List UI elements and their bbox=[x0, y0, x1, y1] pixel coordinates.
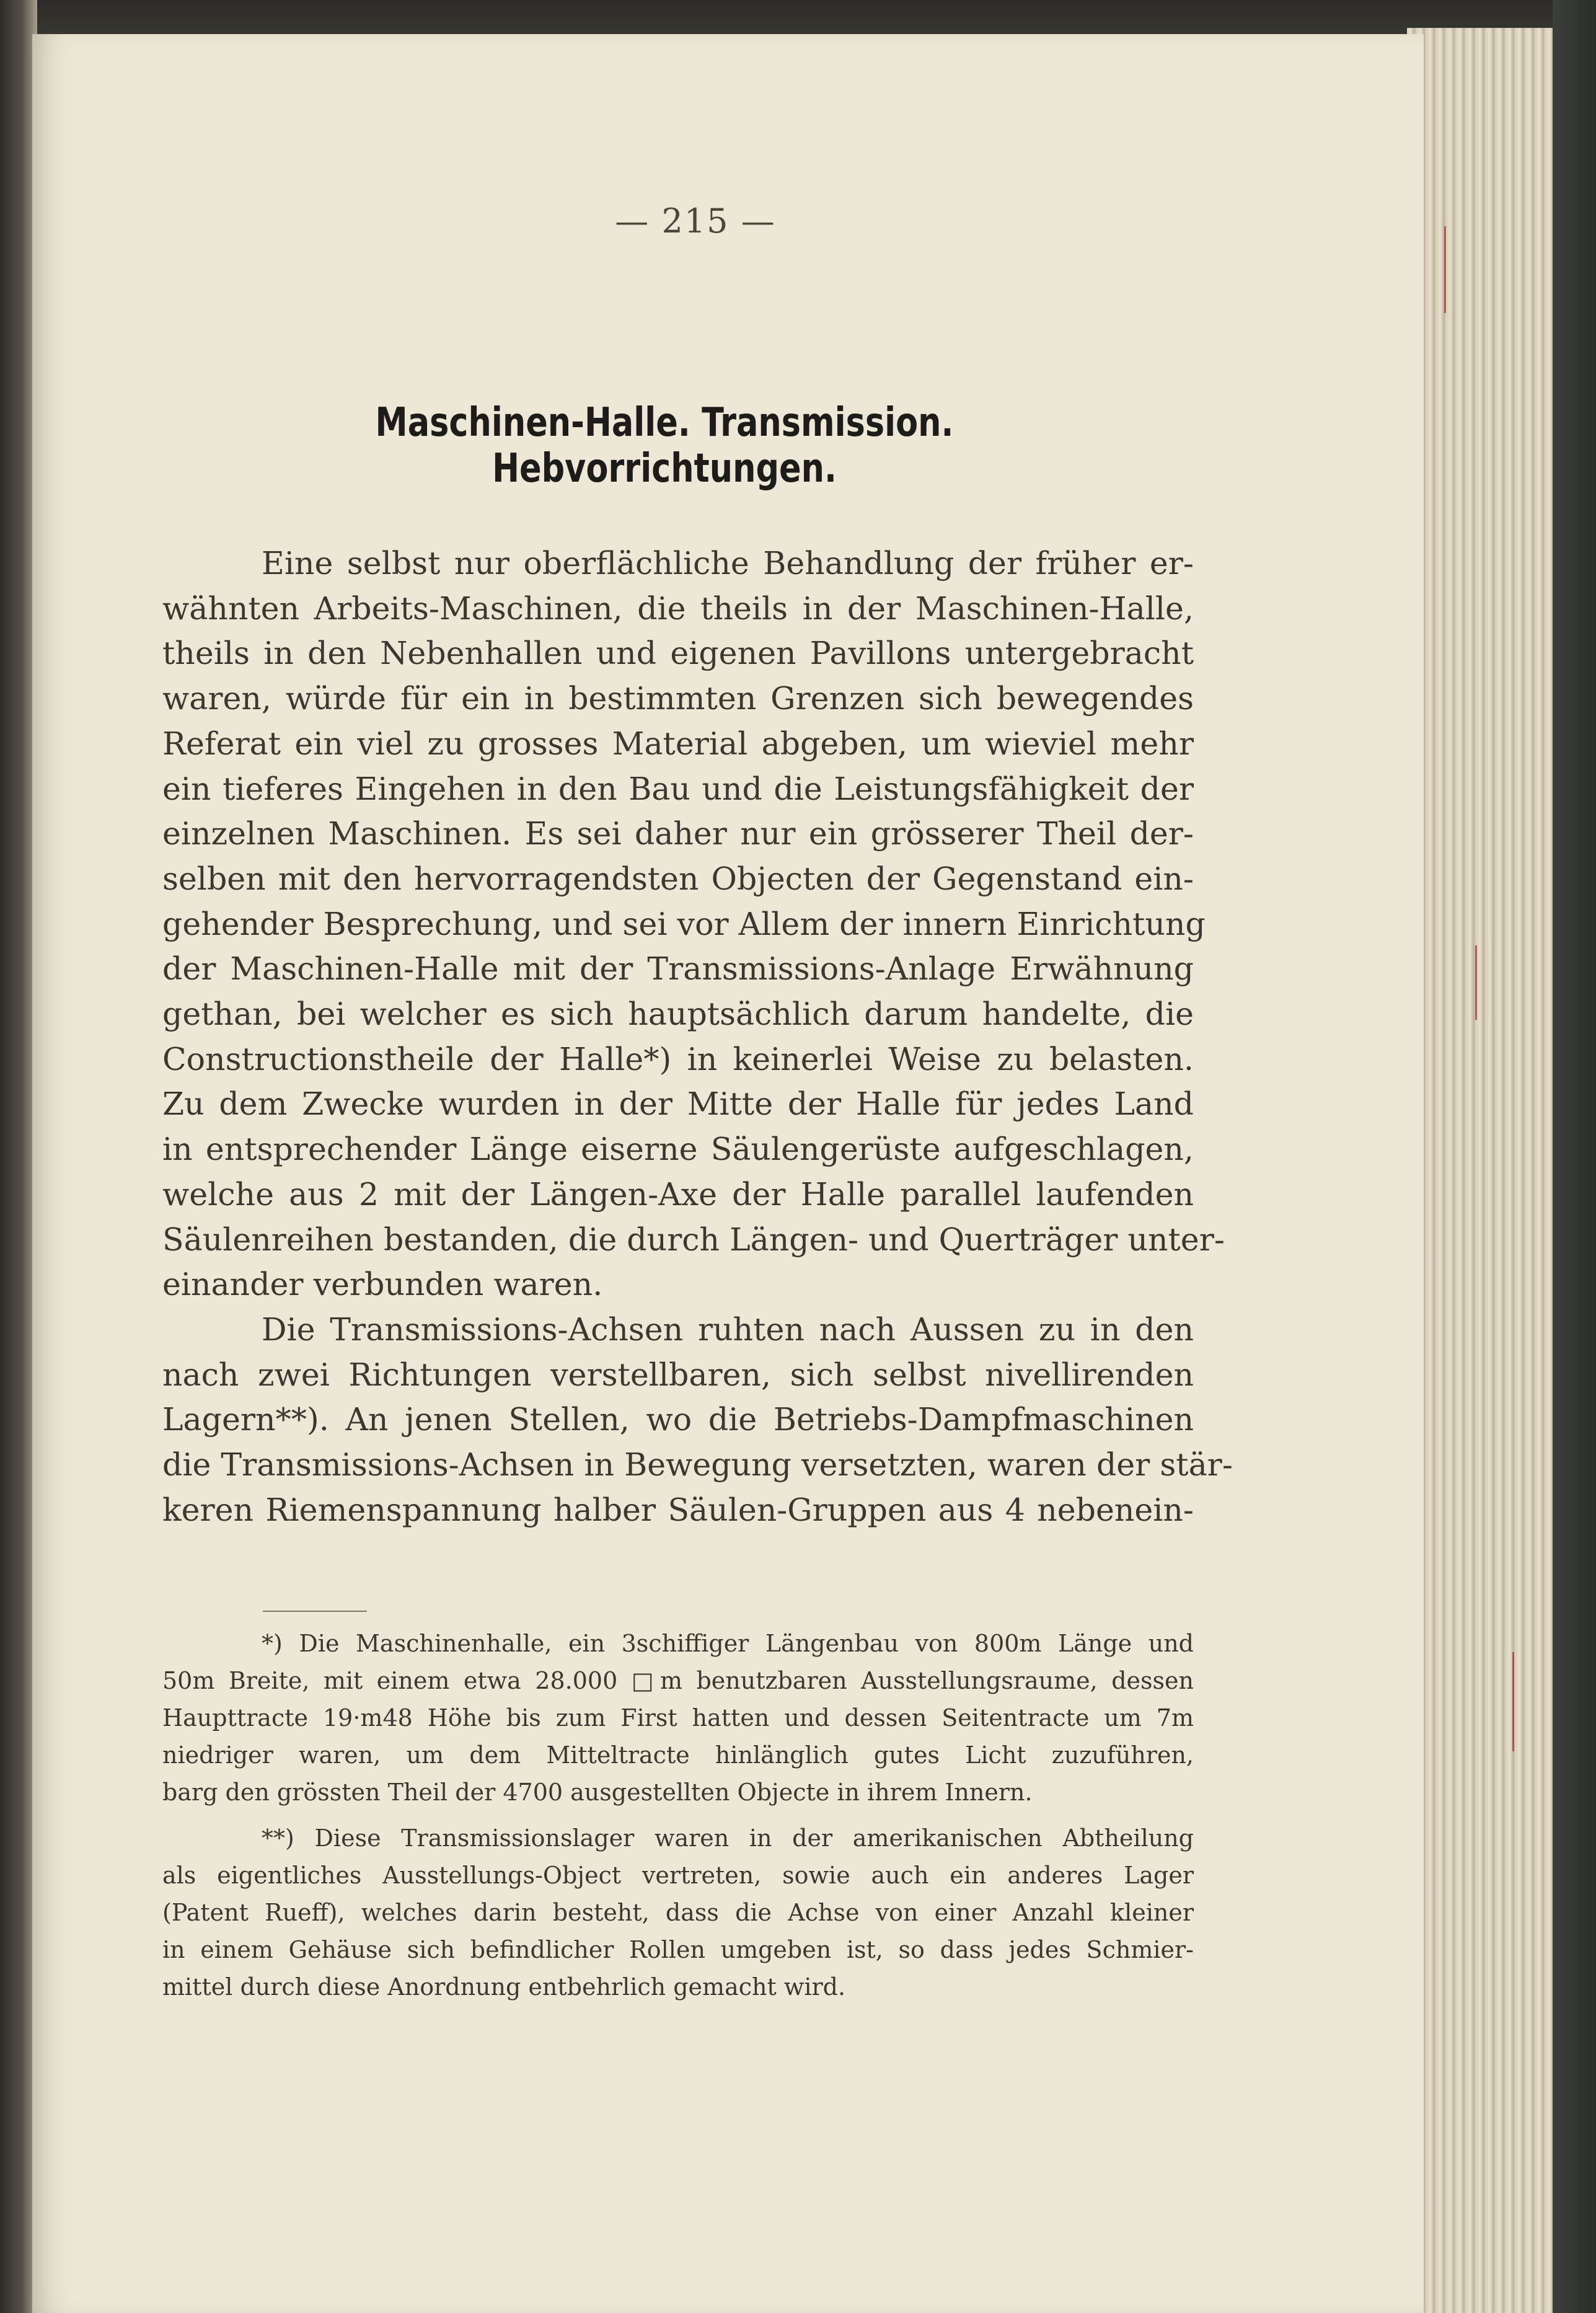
body-line: ein tieferes Eingehen in den Bau und die Leistungsfähigkeit der bbox=[162, 770, 1194, 807]
stack-mark bbox=[1444, 226, 1446, 313]
page-number: — 215 — bbox=[615, 201, 776, 241]
footnotes bbox=[162, 1625, 1194, 2006]
footnote-line: in einem Gehäuse sich befindlicher Rollen umgeben ist, so dass jedes Schmier- bbox=[162, 1936, 1194, 1963]
footnote-line: *) Die Maschinenhalle, ein 3schiffiger Längenbau von 800m Länge und bbox=[262, 1630, 1194, 1657]
footnote-1 bbox=[162, 1625, 1194, 1811]
body-line: einzelnen Maschinen. Es sei daher nur ein grösserer Theil der- bbox=[162, 815, 1194, 852]
section-heading: Maschinen-Halle. Transmission. Hebvorrichtungen. bbox=[375, 400, 954, 492]
stack-mark bbox=[1512, 1652, 1514, 1751]
body-line: Die Transmissions-Achsen ruhten nach Aussen zu in den bbox=[262, 1311, 1194, 1348]
footnote-rule bbox=[263, 1611, 367, 1612]
body-line: Constructionstheile der Halle*) in keinerlei Weise zu belasten. bbox=[162, 1040, 1194, 1077]
footnote-2 bbox=[162, 1820, 1194, 2006]
body-line: nach zwei Richtungen verstellbaren, sich selbst nivellirenden bbox=[162, 1356, 1194, 1393]
footnote-line: als eigentliches Ausstellungs-Object vertreten, sowie auch ein anderes Lager bbox=[162, 1862, 1194, 1889]
footnote-line: mittel durch diese Anordnung entbehrlich gemacht wird. bbox=[162, 1973, 846, 2001]
footnote-line: **) Diese Transmissionslager waren in der amerikanischen Abtheilung bbox=[262, 1824, 1194, 1852]
body-line: keren Riemenspannung halber Säulen-Gruppen aus 4 nebenein- bbox=[162, 1491, 1194, 1528]
body-line: Lagern**). An jenen Stellen, wo die Betriebs-Dampfmaschinen bbox=[162, 1401, 1194, 1438]
body-line: die Transmissions-Achsen in Bewegung versetzten, waren der stär- bbox=[162, 1446, 1233, 1484]
body-line: einander verbunden waren. bbox=[162, 1266, 603, 1303]
body-line: gehender Besprechung, und sei vor Allem der innern Einrichtung bbox=[162, 905, 1206, 942]
body-text bbox=[162, 541, 1233, 1532]
body-line: Referat ein viel zu grosses Material abgeben, um wieviel mehr bbox=[162, 725, 1194, 762]
page-stack-edge bbox=[1407, 28, 1556, 2313]
body-line: in entsprechender Länge eiserne Säulengerüste aufgeschlagen, bbox=[162, 1131, 1194, 1168]
body-line: waren, würde für ein in bestimmten Grenzen sich bewegendes bbox=[162, 680, 1194, 717]
book-page bbox=[32, 34, 1424, 2313]
footnote-line: niedriger waren, um dem Mitteltracte hinlänglich gutes Licht zuzuführen, bbox=[162, 1741, 1194, 1769]
body-line: Zu dem Zwecke wurden in der Mitte der Halle für jedes Land bbox=[162, 1086, 1194, 1123]
body-line: Säulenreihen bestanden, die durch Längen- und Querträger unter- bbox=[162, 1221, 1225, 1258]
body-line: der Maschinen-Halle mit der Transmissions-Anlage Erwähnung bbox=[162, 950, 1194, 988]
facing-page-edge bbox=[0, 0, 37, 2313]
body-line: gethan, bei welcher es sich hauptsächlich darum handelte, die bbox=[162, 996, 1194, 1033]
footnote-line: barg den grössten Theil der 4700 ausgestellten Objecte in ihrem Innern. bbox=[162, 1779, 1033, 1806]
stack-mark bbox=[1475, 945, 1477, 1020]
footnote-line: 50m Breite, mit einem etwa 28.000 □m benutzbaren Ausstellungsraume, dessen bbox=[162, 1667, 1194, 1694]
body-line: Eine selbst nur oberflächliche Behandlung der früher er- bbox=[262, 545, 1194, 582]
body-line: welche aus 2 mit der Längen-Axe der Halle parallel laufenden bbox=[162, 1175, 1194, 1213]
body-line: selben mit den hervorragendsten Objecten der Gegenstand ein- bbox=[162, 860, 1194, 897]
footnote-line: (Patent Rueff), welches darin besteht, dass die Achse von einer Anzahl kleiner bbox=[162, 1899, 1194, 1926]
body-line: wähnten Arbeits-Maschinen, die theils in der Maschinen-Halle, bbox=[162, 590, 1194, 627]
book-cover-edge bbox=[1553, 0, 1596, 2313]
footnote-line: Haupttracte 19·m48 Höhe bis zum First hatten und dessen Seitentracte um 7m bbox=[162, 1704, 1194, 1731]
body-line: theils in den Nebenhallen und eigenen Pavillons untergebracht bbox=[162, 635, 1194, 672]
